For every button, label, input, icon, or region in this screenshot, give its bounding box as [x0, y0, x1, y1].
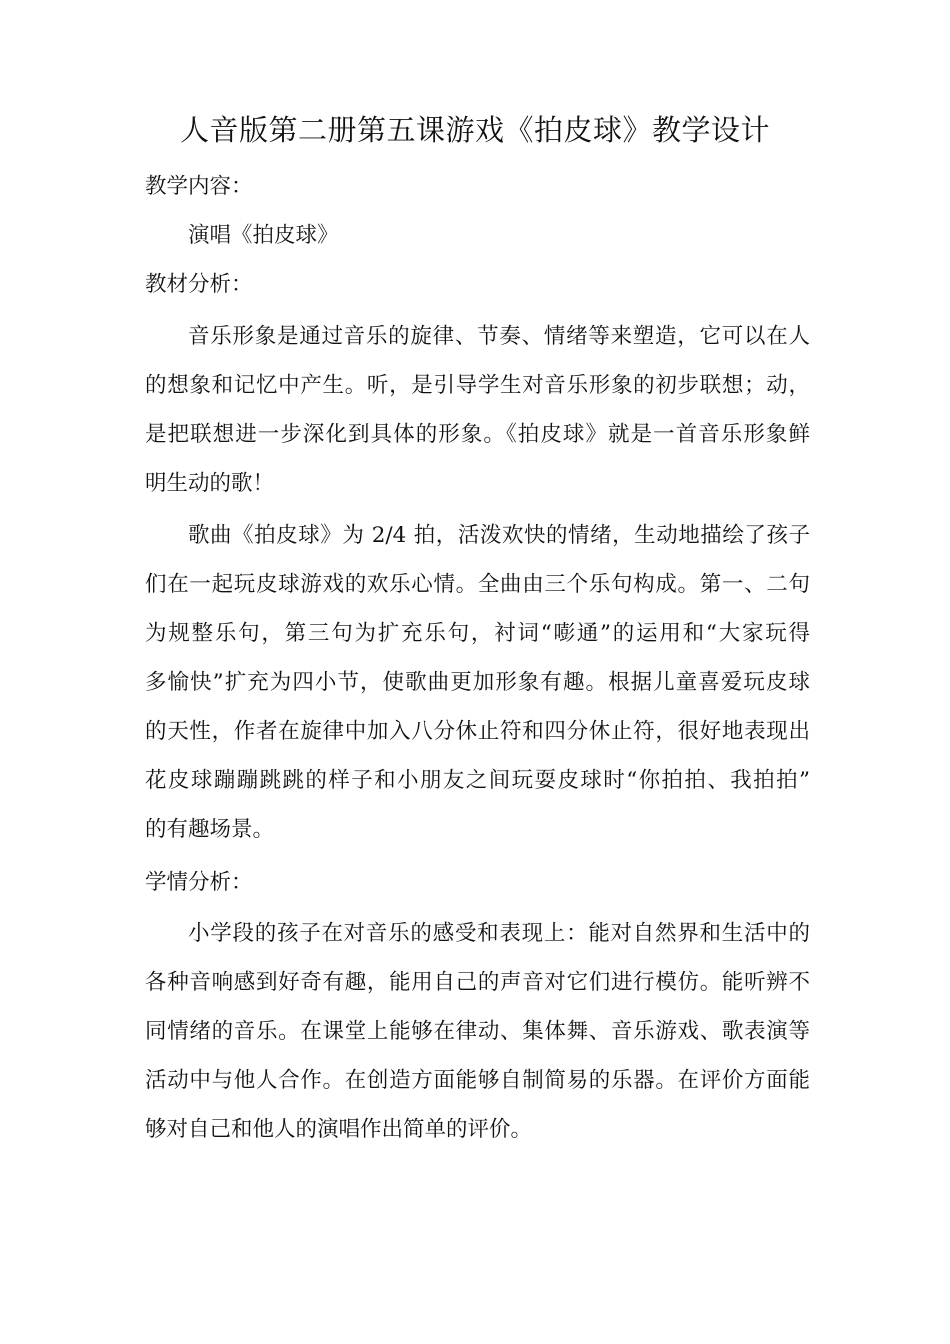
paragraph-line: 各种音响感到好奇有趣，能用自己的声音对它们进行模仿。能听辨不: [145, 970, 810, 995]
paragraph-line: 是把联想进一步深化到具体的形象。《拍皮球》就是一首音乐形象鲜: [145, 422, 810, 447]
paragraph-line: 的有趣场景。: [145, 817, 275, 842]
paragraph-line: 小学段的孩子在对音乐的感受和表现上：能对自然界和生活中的: [188, 921, 810, 946]
paragraph-line: 多愉快”扩充为四小节，使歌曲更加形象有趣。根据儿童喜爱玩皮球: [145, 670, 810, 695]
paragraph-line: 歌曲《拍皮球》为 2/4 拍，活泼欢快的情绪，生动地描绘了孩子: [188, 523, 810, 548]
teaching-content-text: 演唱《拍皮球》: [188, 223, 339, 248]
paragraph-line: 活动中与他人合作。在创造方面能够自制简易的乐器。在评价方面能: [145, 1068, 810, 1093]
paragraph-line: 明生动的歌！: [145, 471, 275, 496]
paragraph-line: 同情绪的音乐。在课堂上能够在律动、集体舞、音乐游戏、歌表演等: [145, 1019, 810, 1044]
paragraph-line: 花皮球蹦蹦跳跳的样子和小朋友之间玩耍皮球时“你拍拍、我拍拍”: [145, 768, 810, 793]
paragraph-line: 的想象和记忆中产生。听，是引导学生对音乐形象的初步联想；动，: [145, 373, 810, 398]
paragraph-line: 们在一起玩皮球游戏的欢乐心情。全曲由三个乐句构成。第一、二句: [145, 572, 810, 597]
paragraph-line: 音乐形象是通过音乐的旋律、节奏、情绪等来塑造，它可以在人: [188, 324, 810, 349]
heading-student-analysis: 学情分析：: [145, 870, 253, 895]
paragraph-line: 的天性，作者在旋律中加入八分休止符和四分休止符，很好地表现出: [145, 719, 810, 744]
paragraph-line: 够对自己和他人的演唱作出简单的评价。: [145, 1117, 533, 1142]
paragraph-material-analysis-2: [145, 511, 810, 854]
paragraph-student-analysis: [145, 909, 810, 1154]
heading-material-analysis: 教材分析：: [145, 272, 253, 297]
heading-teaching-content: 教学内容：: [145, 174, 253, 199]
paragraph-line: 为规整乐句，第三句为扩充乐句，衬词“嘭通”的运用和“大家玩得: [145, 621, 810, 646]
document-title: 人音版第二册第五课游戏《拍皮球》教学设计: [179, 113, 770, 147]
paragraph-material-analysis-1: [145, 312, 810, 508]
